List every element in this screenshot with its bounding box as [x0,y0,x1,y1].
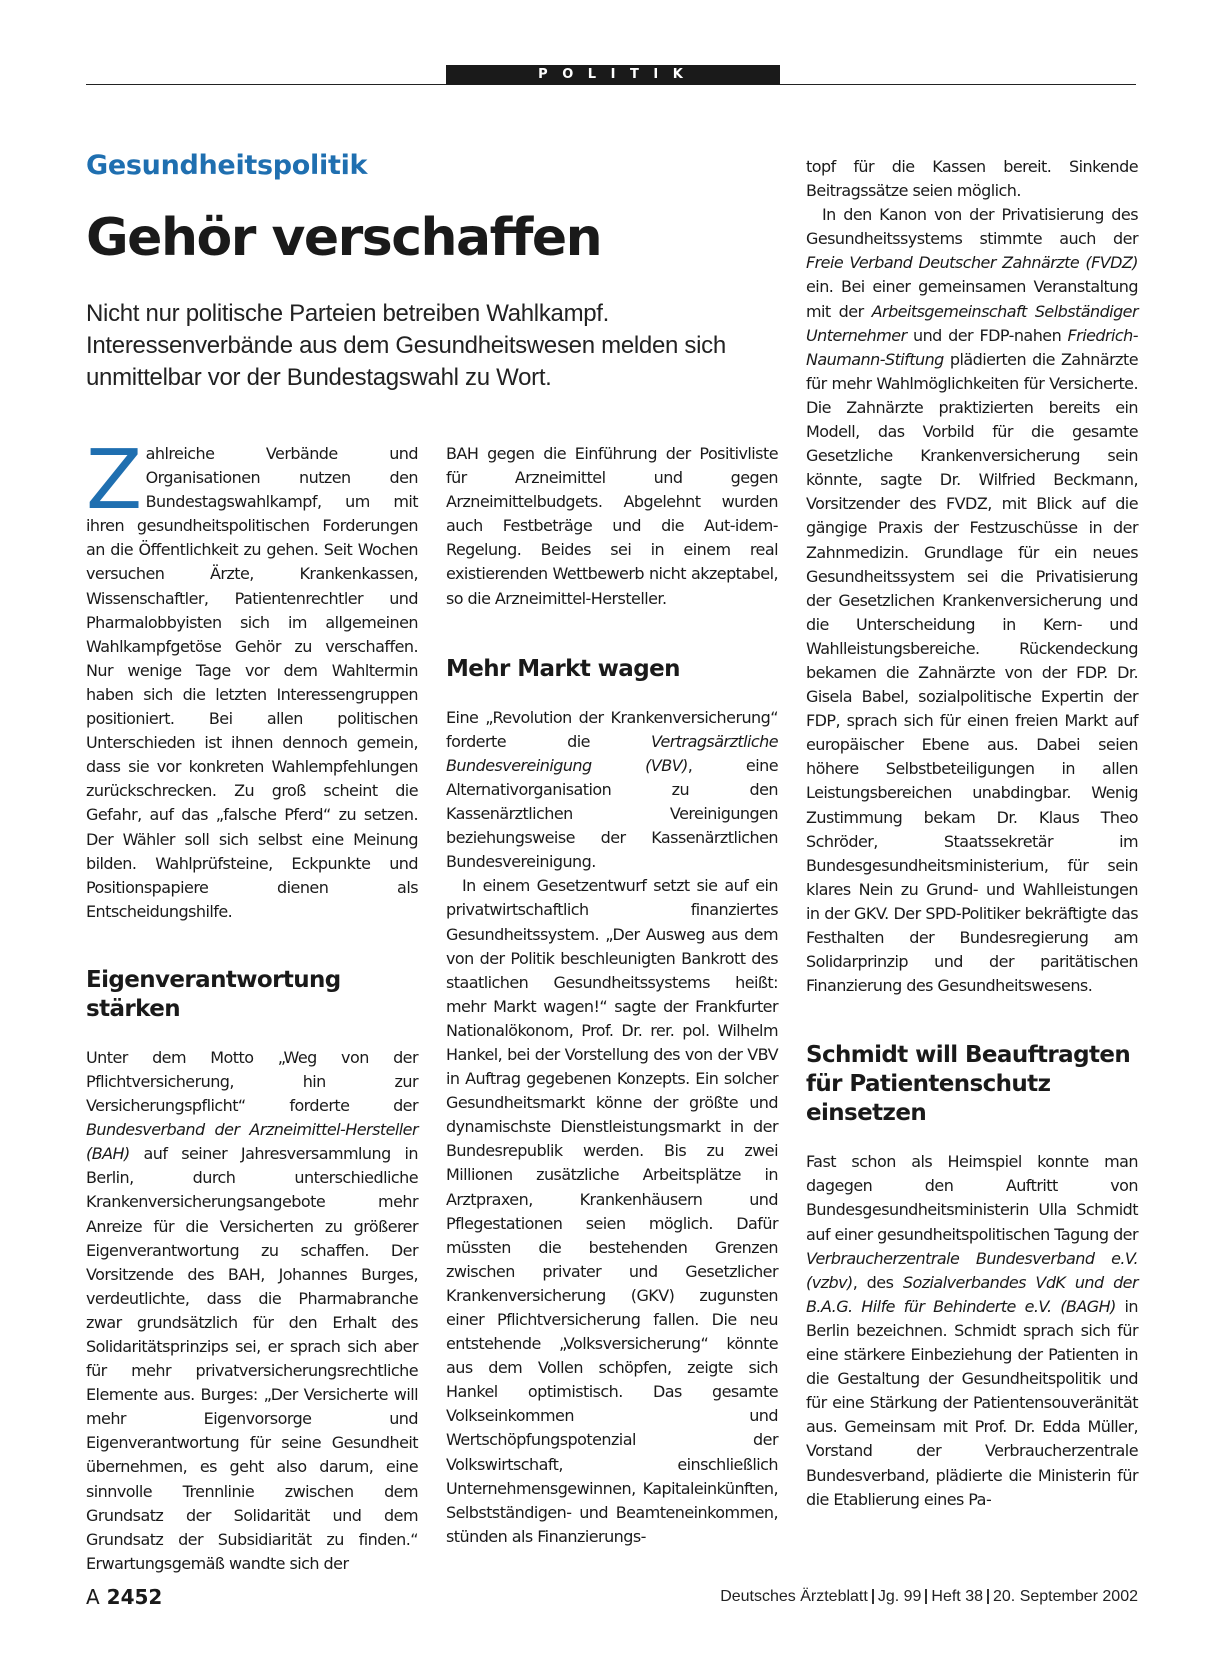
paragraph: Eine „Revolution der Krankenversicherung“ forderte die Vertragsärztliche Bundesvereinigung (VBV), eine Alternativorganisation zu den Kassenärztlichen Vereinigungen beziehungsweise der Kassenärztlichen Bundesvereinigung. [446,707,778,872]
column-1 [86,433,418,1576]
volume: Jg. 99 [877,1588,922,1605]
issue-date: 20. September 2002 [993,1588,1138,1605]
footer-separator [925,1589,927,1604]
paragraph: Unter dem Motto „Weg von der Pflichtversicherung, hin zur Versicherungspflicht“ forderte der Bundesverband der Arzneimittel-Hersteller (BAH) auf seiner Jahresversammlung in Berlin, durch unterschiedliche Krankenversicherungsangebote mehr Anreize für die Versicherten zu größerer Eigenverantwortung zu schaffen. Der Vorsitzende des BAH, Johannes Burges, verdeutlichte, dass die Pharmabranche zwar grundsätzlich für den Erhalt des Solidaritätsprinzips sei, er sprach sich aber für mehr privatversicherungsrechtliche Elemente aus. Burges: „Der Versicherte will mehr Eigenvorsorge und Eigenverantwortung für seine Gesundheit übernehmen, es geht also darum, eine sinnvolle Trennlinie zwischen dem Grundsatz der Solidarität und dem Grundsatz der Subsidiarität zu finden.“ Erwartungsgemäß wandte sich der [86,1047,418,1573]
section-tab: P O L I T I K [446,65,780,85]
paragraph: BAH gegen die Einführung der Positivliste für Arzneimittel und gegen Arzneimittelbudgets. Abgelehnt wurden auch Festbeträge und die Aut-idem-Regelung. Beides sei in einem real existierenden Wettbewerb nicht akzeptabel, so die Arzneimittel-Hersteller. [446,444,778,608]
footer-separator [987,1589,989,1604]
lead-paragraph: Nicht nur politische Parteien betreiben Wahlkampf. Interessenverbände aus dem Gesundheitswesen melden sich unmittelbar vor der Bundestagswahl zu Wort. [86,300,726,391]
paragraph: In den Kanon von der Privatisierung des Gesundheitssystems stimmte auch der Freie Verband Deutscher Zahnärzte (FVDZ) ein. Bei einer gemeinsamen Veranstaltung mit der Arbeitsgemeinschaft Selbständiger Unternehmer und der FDP-nahen Friedrich-Naumann-Stiftung plädierten die Zahnärzte für mehr Wahlmöglichkeiten für Versicherte. Die Zahnärzte praktizierten bereits ein Modell, das Vorbild für die gesamte Gesetzliche Krankenversicherung sein könnte, sagte Dr. Wilfried Beckmann, Vorsitzender des FVDZ, mit Blick auf die gängige Praxis der Festzuschüsse in der Zahnmedizin. Grundlage für ein neues Gesundheitssystem sei die Privatisierung der Gesetzlichen Krankenversicherung und die Unterscheidung in Kern- und Wahlleistungsbereiche. Rückendeckung bekamen die Zahnärzte von der FDP. Dr. Gisela Babel, sozialpolitische Expertin der FDP, sprach sich für einen freien Markt auf europäischer Ebene aus. Dabei seien höhere Selbstbeteiligungen in allen Leistungsbereichen unabdingbar. Wenig Zustimmung bekam Dr. Klaus Theo Schröder, Staatssekretär im Bundesgesundheitsministerium, für sein klares Nein zu Grund- und Wahlleistungen in der GKV. Der SPD-Politiker bekräftigte das Festhalten der Bundesregierung am Solidarprinzip und der paritätischen Finanzierung des Gesundheitswesens. [806,205,1139,996]
headline: Gehör verschaffen [86,208,602,268]
subheading: Mehr Markt wagen [446,655,680,682]
paragraph: topf für die Kassen bereit. Sinkende Beitragssätze seien möglich. [806,157,1138,201]
column-2 [446,442,778,1549]
intro-paragraph [86,433,418,924]
page-number: A 2452 [86,1585,163,1609]
paragraph: Fast schon als Heimspiel konnte man dagegen den Auftritt von Bundesgesundheitsministerin Ulla Schmidt auf einer gesundheitspolitischen Tagung der Verbraucherzentrale Bundesverband e.V. (vzbv), des Sozialverbandes VdK und der B.A.G. Hilfe für Behinderte e.V. (BAGH) in Berlin bezeichnen. Schmidt sprach sich für eine stärkere Einbeziehung der Patienten in die Gestaltung der Gesundheitspolitik und für eine Stärkung der Patientensouveränität aus. Gemeinsam mit Prof. Dr. Edda Müller, Vorstand der Verbraucherzentrale Bundesverband, plädierte die Ministerin für die Etablierung eines Pa- [806,1152,1139,1509]
footer-separator [872,1589,874,1604]
footer-citation [720,1588,1138,1606]
subheading: Eigenverantwortung stärken [86,966,341,1022]
issue: Heft 38 [931,1588,983,1605]
column-3 [806,155,1138,1512]
kicker: Gesundheitspolitik [86,150,368,181]
intro-text: ahlreiche Verbände und Organisationen nutzen den Bundestagswahlkampf, um mit ihren gesundheitspolitischen Forderungen an die Öffentlichkeit zu gehen. Seit Wochen versuchen Ärzte, Krankenkassen, Wissenschaftler, Patientenrechtler und Pharmalobbyisten sich im allgemeinen Wahlkampfgetöse Gehör zu verschaffen. Nur wenige Tage vor dem Wahltermin haben sich die letzten Interessengruppen positioniert. Bei allen politischen Unterschieden ist ihnen dennoch gemein, dass sie vor konkreten Wahlempfehlungen zurückschrecken. Zu groß scheint die Gefahr, auf das „falsche Pferd“ zu setzen. Der Wähler soll sich selbst eine Meinung bilden. Wahlprüfsteine, Eckpunkte und Positionspapiere dienen als Entscheidungshilfe. [86,444,418,921]
drop-cap: Z [86,433,142,528]
paragraph: In einem Gesetzentwurf setzt sie auf ein privatwirtschaftlich finanziertes Gesundheitssystem. „Der Ausweg aus dem von der Politik beschleunigten Bankrott des staatlichen Gesundheitssystems heißt: mehr Markt wagen!“ sagte der Frankfurter Nationalökonom, Prof. Dr. rer. pol. Wilhelm Hankel, bei der Vorstellung des von der VBV in Auftrag gegebenen Konzepts. Ein solcher Gesundheitsmarkt könne der größte und dynamischste Dienstleistungsmarkt in der Bundesrepublik werden. Bis zu zwei Millionen zusätzliche Arbeitsplätze in Arztpraxen, Krankenhäusern und Pflegestationen seien möglich. Dafür müssten die bestehenden Grenzen zwischen privater und Gesetzlicher Krankenversicherung (GKV) zugunsten einer Pflichtversicherung fallen. Die neu entstehende „Volksversicherung“ könnte aus dem Vollen schöpfen, zeigte sich Hankel optimistisch. Das gesamte Volkseinkommen und Wertschöpfungspotenzial der Volkswirtschaft, einschließlich Unternehmensgewinnen, Kapitaleinkünften, Selbstständigen- und Beamteneinkommen, stünden als Finanzierungs- [446,876,778,1546]
subheading: Schmidt will Beauftragten für Patientenschutz einsetzen [806,1042,1131,1127]
journal-name: Deutsches Ärzteblatt [720,1588,868,1605]
